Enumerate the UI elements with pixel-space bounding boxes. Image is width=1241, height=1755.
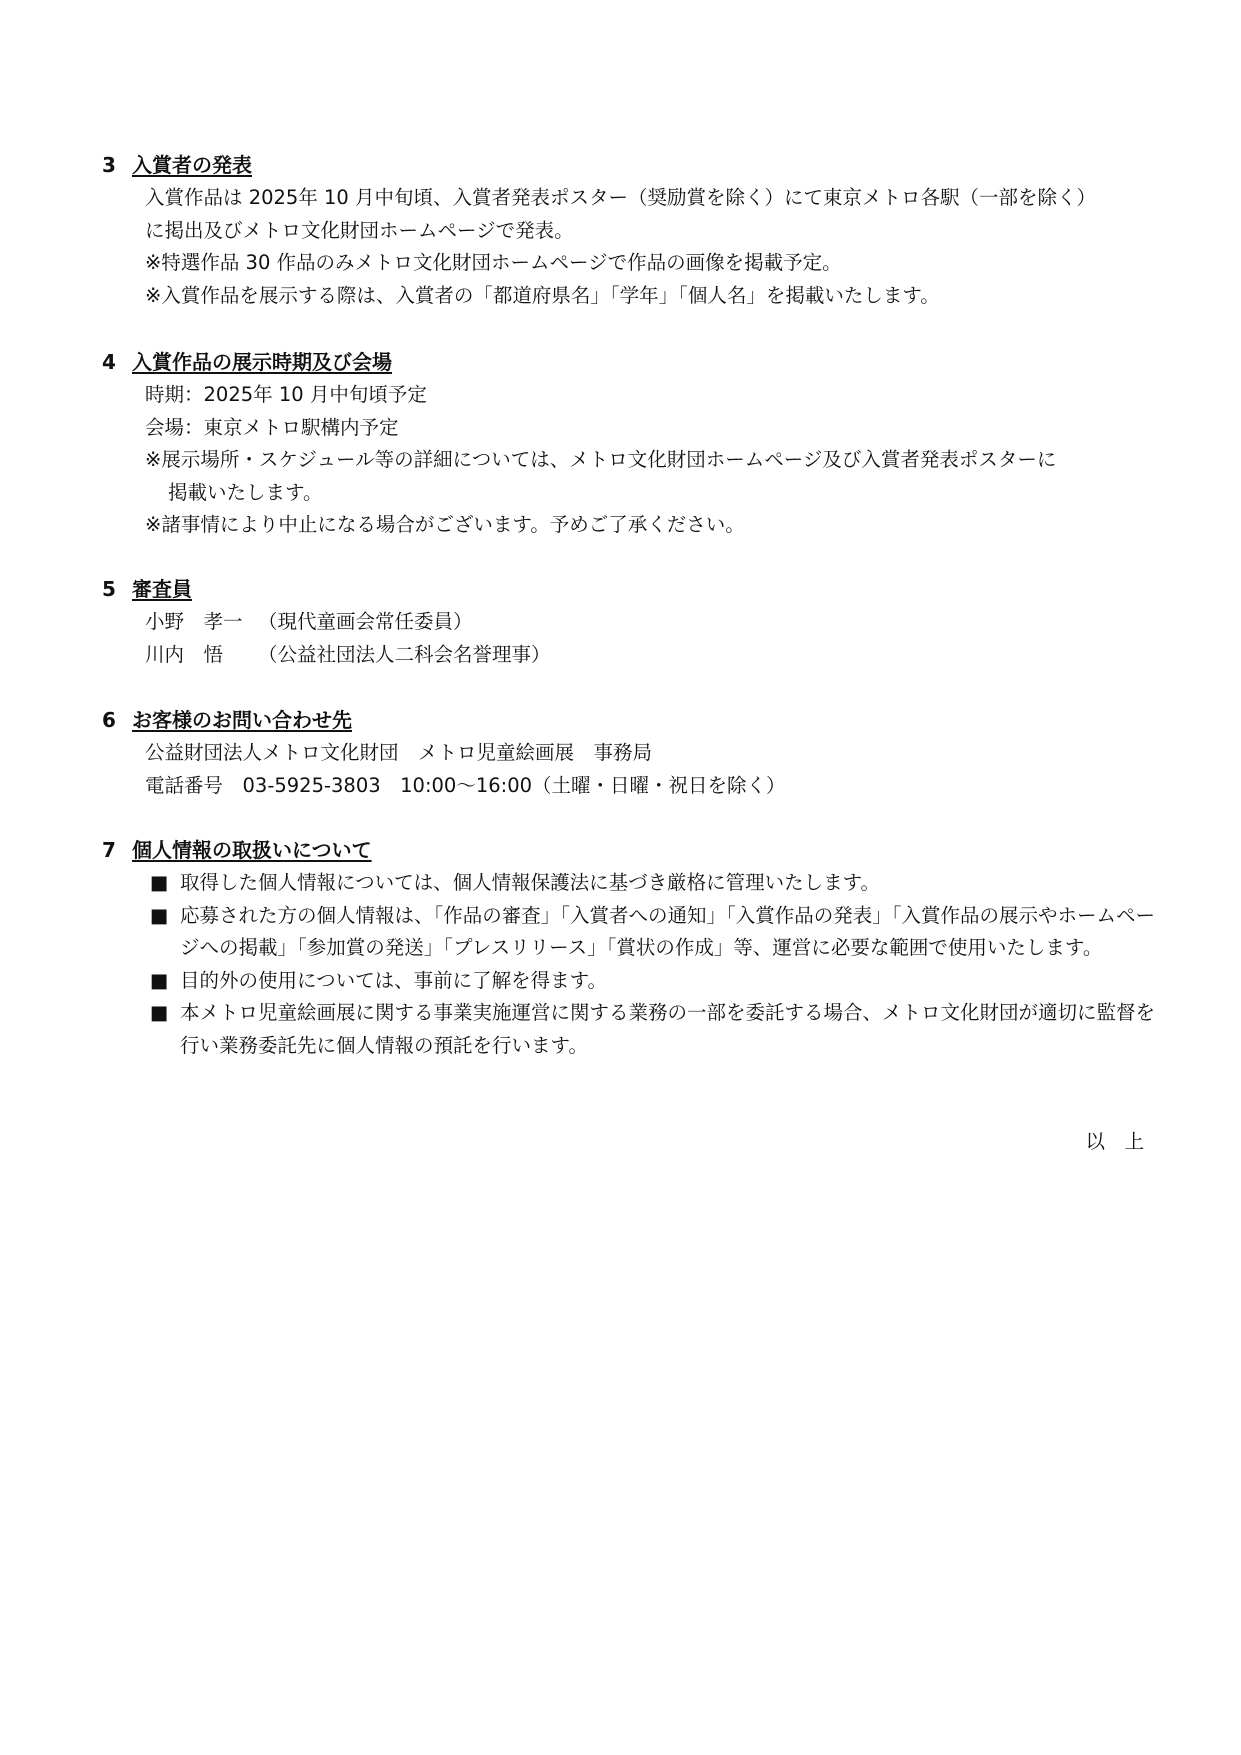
body-line: 会場：東京メトロ駅構内予定 <box>145 415 399 439</box>
section-title: 入賞作品の展示時期及び会場 <box>132 350 392 374</box>
section-contact <box>102 705 1152 802</box>
section-judges <box>102 574 1152 671</box>
square-bullet-icon: ■ <box>150 871 169 894</box>
section-number: 5 <box>102 577 116 601</box>
body-line: ※特選作品 30 作品のみメトロ文化財団ホームページで作品の画像を掲載予定。 <box>145 251 842 274</box>
section-number: 7 <box>102 838 116 862</box>
judge-role: （公益社団法人二科会名誉理事） <box>258 642 551 666</box>
body-line: ※展示場所・スケジュール等の詳細については、メトロ文化財団ホームページ及び入賞者発表ポスターに <box>145 448 1057 471</box>
section-heading <box>102 347 1152 379</box>
judge-name: 小野 孝一 <box>145 610 243 633</box>
section-number: 6 <box>102 708 116 732</box>
bullet-item <box>150 997 1170 1062</box>
section-number: 4 <box>102 350 116 374</box>
body-line: ※諸事情により中止になる場合がございます。予めご了承ください。 <box>145 513 745 536</box>
bullet-text: 取得した個人情報については、個人情報保護法に基づき厳格に管理いたします。 <box>180 871 881 894</box>
section-privacy <box>102 835 1156 1062</box>
section-title: 個人情報の取扱いについて <box>132 838 372 862</box>
section-title: 審査員 <box>132 577 192 601</box>
square-bullet-icon: ■ <box>150 903 169 927</box>
judge-name: 川内 悟 <box>145 642 224 666</box>
judge-row <box>145 606 1152 639</box>
bullet-item <box>150 900 1170 965</box>
body-line: ※入賞作品を展示する際は、入賞者の「都道府県名」「学年」「個人名」を掲載いたします。 <box>145 283 940 307</box>
square-bullet-icon: ■ <box>150 968 169 992</box>
contact-organization: 公益財団法人メトロ文化財団 メトロ児童絵画展 事務局 <box>145 741 653 764</box>
section-heading <box>102 574 1152 606</box>
body-line: 掲載いたします。 <box>168 480 323 504</box>
bullet-text: 本メトロ児童絵画展に関する事業実施運営に関する業務の一部を委託する場合、メトロ文化財団が適切に監督を行い業務委託先に個人情報の預託を行います。 <box>180 1001 1156 1057</box>
body-line: 時期：2025年 10 月中旬頃予定 <box>145 383 427 406</box>
section-title: 入賞者の発表 <box>132 153 252 177</box>
bullet-text: 目的外の使用については、事前に了解を得ます。 <box>180 968 608 992</box>
section-title: お客様のお問い合わせ先 <box>132 708 352 732</box>
section-heading <box>102 150 1152 182</box>
bullet-text: 応募された方の個人情報は、「作品の審査」「入賞者への通知」「入賞作品の発表」「入賞作品の展示やホームページへの掲載」「参加賞の発送」「プレスリリース」「賞状の作成」等、運営に必要な範囲で使用いたします。 <box>180 903 1156 959</box>
section-number: 3 <box>102 153 116 177</box>
judge-row <box>145 639 1152 672</box>
section-exhibition <box>102 347 1152 542</box>
section-announcement <box>102 150 1152 312</box>
square-bullet-icon: ■ <box>150 1001 169 1024</box>
bullet-item <box>150 965 1170 998</box>
body-line: 入賞作品は 2025年 10 月中旬頃、入賞者発表ポスター（奨励賞を除く）にて東京メトロ各駅（一部を除く） <box>145 186 1097 209</box>
section-heading <box>102 705 1152 737</box>
body-line: に掲出及びメトロ文化財団ホームページで発表。 <box>145 218 574 242</box>
section-heading <box>102 835 1152 867</box>
contact-phone: 電話番号 03-5925-3803 10:00～16:00（土曜・日曜・祝日を除く） <box>145 773 786 797</box>
closing-mark: 以 上 <box>1085 1130 1144 1153</box>
bullet-item <box>150 867 1170 900</box>
judge-role: （現代童画会常任委員） <box>258 610 473 633</box>
